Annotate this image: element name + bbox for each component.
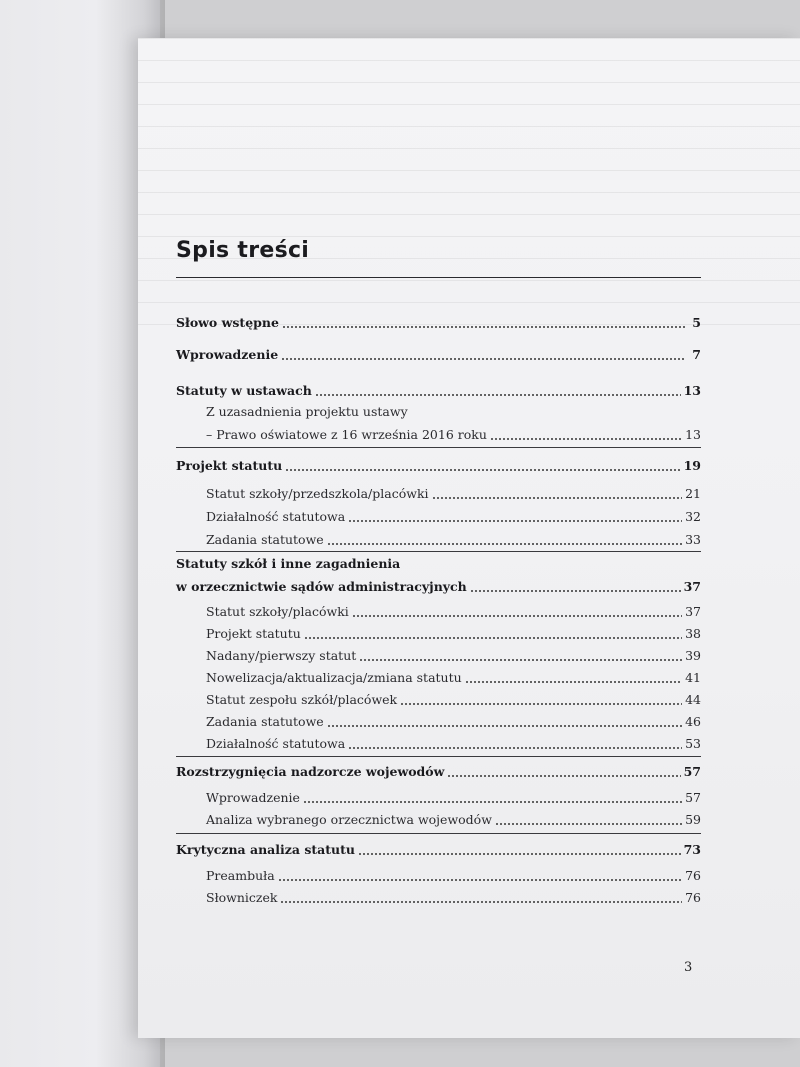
toc-page: 7: [692, 347, 701, 362]
toc-label: Krytyczna analiza statutu: [176, 842, 355, 857]
toc-page: 76: [685, 868, 701, 883]
toc-entry[interactable]: [176, 485, 701, 503]
leader-dots: [315, 394, 681, 396]
toc-entry[interactable]: [176, 346, 701, 364]
leader-dots: [348, 747, 682, 749]
toc-entry[interactable]: [176, 867, 701, 885]
toc-page: 53: [685, 736, 701, 751]
toc-entry[interactable]: [176, 457, 701, 475]
toc-page: 73: [683, 842, 701, 857]
leader-dots: [447, 775, 680, 777]
toc-page: 38: [685, 626, 701, 641]
toc-page: 32: [685, 509, 701, 524]
toc-label: Nowelizacja/aktualizacja/zmiana statutu: [206, 670, 462, 685]
toc-label: Zadania statutowe: [206, 714, 324, 729]
toc-label: Słowo wstępne: [176, 315, 279, 330]
page-title: Spis treści: [176, 238, 310, 263]
toc-page: 5: [692, 315, 701, 330]
toc-entry[interactable]: [176, 713, 701, 731]
section-rule: [176, 447, 701, 448]
toc-entry[interactable]: [176, 625, 701, 643]
toc-label: Preambuła: [206, 868, 275, 883]
toc-page: 57: [685, 790, 701, 805]
section-rule: [176, 756, 701, 757]
toc-label: Projekt statutu: [206, 626, 301, 641]
toc-label: Statut szkoły/przedszkola/placówki: [206, 486, 429, 501]
leader-dots: [432, 497, 683, 499]
left-page: [0, 0, 160, 1067]
toc-label: Działalność statutowa: [206, 736, 346, 751]
leader-dots: [352, 615, 682, 617]
toc-label: Zadania statutowe: [206, 532, 324, 547]
toc-entry[interactable]: [176, 603, 701, 621]
leader-dots: [495, 823, 682, 825]
leader-dots: [303, 801, 682, 803]
toc-page: 57: [683, 764, 701, 779]
toc-entry[interactable]: [176, 531, 701, 549]
section-rule: [176, 551, 701, 552]
toc-entry-line2: [176, 578, 701, 596]
toc-entry[interactable]: [176, 314, 701, 332]
toc-label: Nadany/pierwszy statut: [206, 648, 357, 663]
leader-dots: [327, 725, 682, 727]
toc-label: Wprowadzenie: [206, 790, 300, 805]
toc-entry[interactable]: [176, 763, 701, 781]
leader-dots: [280, 901, 682, 903]
leader-dots: [282, 326, 686, 328]
toc-page: 37: [685, 604, 701, 619]
leader-dots: [285, 469, 680, 471]
toc-page: 76: [685, 890, 701, 905]
title-underline: [176, 277, 701, 278]
toc-label: Działalność statutowa: [206, 509, 346, 524]
toc-entry[interactable]: [176, 382, 701, 400]
toc-page: 39: [685, 648, 701, 663]
toc-label: Rozstrzygnięcia nadzorcze wojewodów: [176, 764, 445, 779]
section-rule: [176, 833, 701, 834]
toc-entry[interactable]: [176, 811, 701, 829]
toc-page: 13: [683, 383, 701, 398]
toc-entry[interactable]: [176, 647, 701, 665]
toc-label: Analiza wybranego orzecznictwa wojewodów: [206, 812, 492, 827]
toc-entry[interactable]: [176, 691, 701, 709]
toc-label: Statut zespołu szkół/placówek: [206, 692, 398, 707]
leader-dots: [465, 681, 682, 683]
leader-dots: [281, 358, 686, 360]
leader-dots: [348, 520, 682, 522]
toc-page: 37: [683, 579, 701, 594]
toc-page: 33: [685, 532, 701, 547]
toc-page: 46: [685, 714, 701, 729]
leader-dots: [358, 853, 681, 855]
toc-label: w orzecznictwie sądów administracyjnych: [176, 579, 467, 594]
toc-page: 59: [685, 812, 701, 827]
toc-label: Statuty w ustawach: [176, 383, 312, 398]
toc-entry[interactable]: [176, 735, 701, 753]
leader-dots: [304, 637, 682, 639]
toc-entry[interactable]: [176, 789, 701, 807]
toc-label: Projekt statutu: [176, 458, 283, 473]
toc-page: 44: [685, 692, 701, 707]
page-number: 3: [684, 960, 693, 975]
toc-label: Słowniczek: [206, 890, 278, 905]
toc-label: – Prawo oświatowe z 16 września 2016 roku: [206, 427, 487, 442]
toc-entry-line2: [176, 426, 701, 444]
leader-dots: [490, 438, 682, 440]
toc-entry[interactable]: [176, 841, 701, 859]
toc-label: Statut szkoły/placówki: [206, 604, 349, 619]
toc-page: 19: [683, 458, 701, 473]
leader-dots: [470, 590, 681, 592]
toc-label: Wprowadzenie: [176, 347, 279, 362]
toc-label: Statuty szkół i inne zagadnienia: [176, 556, 401, 571]
leader-dots: [278, 879, 682, 881]
leader-dots: [400, 703, 682, 705]
toc-page: 21: [685, 486, 701, 501]
leader-dots: [327, 543, 682, 545]
toc-page: 41: [685, 670, 701, 685]
toc-page: 13: [685, 427, 701, 442]
toc-label: Z uzasadnienia projektu ustawy: [206, 404, 408, 419]
leader-dots: [359, 659, 682, 661]
toc-entry[interactable]: [176, 889, 701, 907]
toc-entry[interactable]: [176, 669, 701, 687]
toc-entry[interactable]: [176, 508, 701, 526]
